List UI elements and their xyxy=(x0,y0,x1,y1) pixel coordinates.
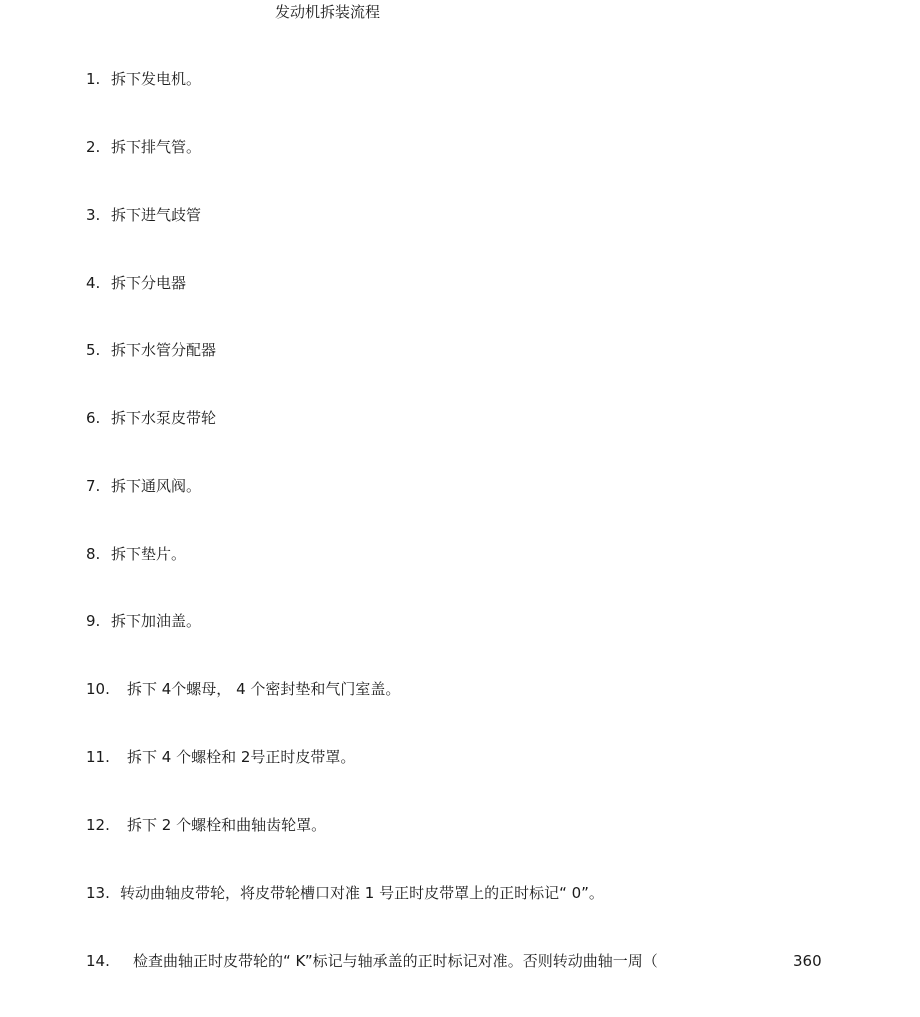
step-text: 拆下分电器 xyxy=(111,274,187,292)
step-text: 拆下发电机。 xyxy=(111,70,202,88)
step-number: 2. xyxy=(86,138,101,156)
document-title: 发动机拆装流程 xyxy=(275,3,381,21)
step-item xyxy=(86,746,355,768)
step-continuation-text: 360 xyxy=(793,952,822,970)
step-text: 拆下水管分配器 xyxy=(111,341,217,359)
step-text: 拆下 4 个螺栓和 2号正时皮带罩。 xyxy=(127,748,356,766)
step-item xyxy=(86,882,604,904)
step-number: 3. xyxy=(86,206,101,224)
step-item xyxy=(86,407,216,429)
step-text: 拆下进气歧管 xyxy=(111,206,202,224)
step-number: 9. xyxy=(86,612,101,630)
step-text: 检查曲轴正时皮带轮的“ K”标记与轴承盖的正时标记对准。否则转动曲轴一周（ xyxy=(133,952,658,970)
step-item xyxy=(86,610,201,632)
step-text: 拆下排气管。 xyxy=(111,138,202,156)
step-number: 7. xyxy=(86,477,101,495)
step-item xyxy=(86,814,326,836)
step-item xyxy=(86,950,658,972)
step-text: 拆下水泵皮带轮 xyxy=(111,409,217,427)
step-item xyxy=(86,204,201,226)
step-number: 8. xyxy=(86,545,101,563)
step-text: 拆下 2 个螺栓和曲轴齿轮罩。 xyxy=(127,816,327,834)
step-item xyxy=(86,272,186,294)
step-text: 拆下 4个螺母， 4 个密封垫和气门室盖。 xyxy=(127,680,401,698)
step-item xyxy=(86,136,201,158)
step-number: 5. xyxy=(86,341,101,359)
step-text: 拆下加油盖。 xyxy=(111,612,202,630)
step-item xyxy=(86,543,186,565)
step-text: 转动曲轴皮带轮，将皮带轮槽口对准 1 号正时皮带罩上的正时标记“ 0”。 xyxy=(120,884,604,902)
step-text: 拆下通风阀。 xyxy=(111,477,202,495)
step-number: 6. xyxy=(86,409,101,427)
step-number: 14. xyxy=(86,952,110,970)
step-item xyxy=(86,678,400,700)
step-item xyxy=(86,68,201,90)
step-number: 11. xyxy=(86,748,110,766)
step-number: 12. xyxy=(86,816,110,834)
step-number: 4. xyxy=(86,274,101,292)
step-item xyxy=(86,475,201,497)
step-text: 拆下垫片。 xyxy=(111,545,187,563)
step-number: 13. xyxy=(86,884,110,902)
step-number: 1. xyxy=(86,70,101,88)
step-item xyxy=(86,339,216,361)
step-number: 10. xyxy=(86,680,110,698)
